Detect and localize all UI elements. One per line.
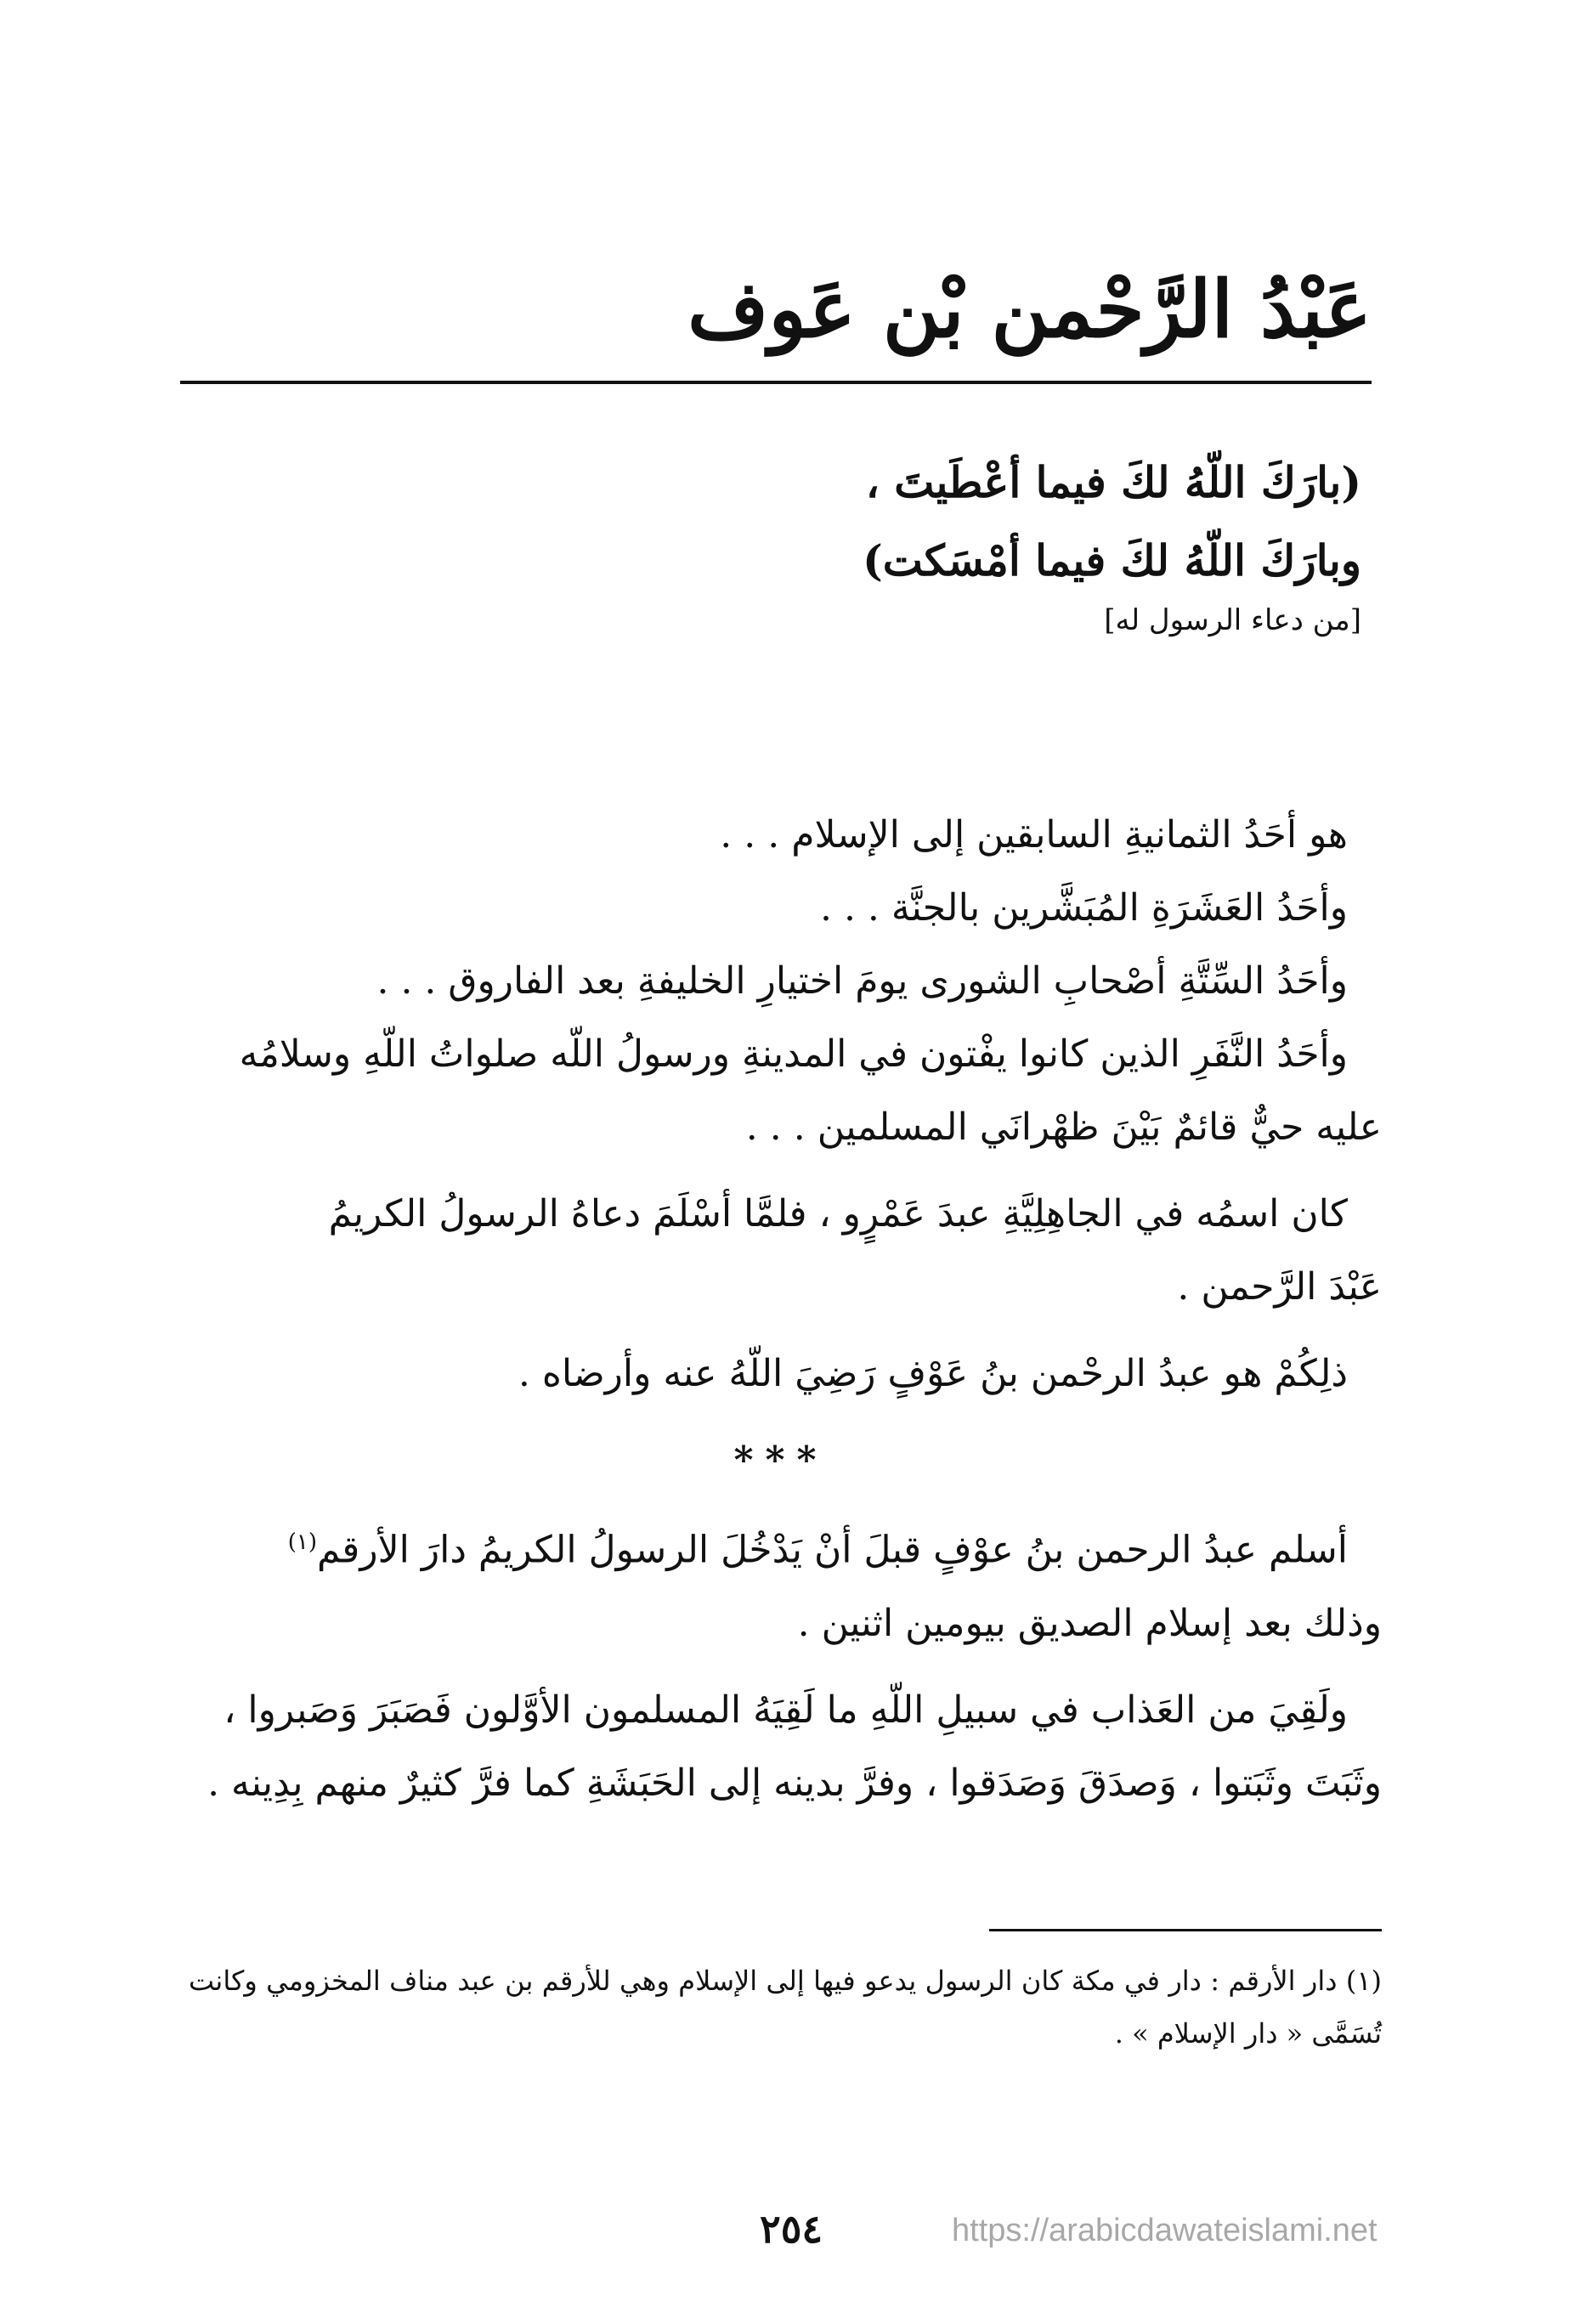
section-separator: *** — [733, 1439, 829, 1482]
paragraph — [180, 1506, 1382, 1660]
text-segment: أسلم عبدُ الرحمن بنُ عوْفٍ قبلَ أنْ يَدْخُلَ الرسولُ الكريمُ دارَ الأرقم — [317, 1528, 1348, 1572]
epigraph-line: (بارَكَ اللّهُ لكَ فيما أعْطَيتَ ، — [865, 457, 1361, 507]
paragraph — [180, 799, 1382, 1164]
text-line — [180, 1506, 1382, 1587]
text-line: ولَقِيَ من العَذاب في سبيلِ اللّهِ ما لَقِيَهُ المسلمون الأوَّلون فَصَبَرَ وَصَبروا ، — [223, 1688, 1348, 1732]
text-line: هو أحَدُ الثمانيةِ السابقين إلى الإسلام . . . — [720, 813, 1348, 857]
title-rule — [180, 381, 1372, 384]
body-text — [180, 799, 1382, 1834]
text-line: وذلك بعد إسلام الصديق بيومين اثنين . — [797, 1601, 1382, 1645]
text-line: وثَبَتَ وثَبَتوا ، وَصدَقَ وَصَدَقوا ، وفرَّ بدينه إلى الحَبَشَةِ كما فرَّ كثيرٌ منهم بِدِينه . — [207, 1761, 1382, 1805]
text-line: وأحَدُ النَّفَرِ الذين كانوا يفْتون في المدينةِ ورسولُ اللّه صلواتُ اللّهِ وسلامُه — [239, 1032, 1348, 1076]
paragraph — [180, 1178, 1382, 1324]
text-line: عليه حيٌّ قائمٌ بَيْنَ ظهْرانَي المسلمين . . . — [745, 1105, 1382, 1149]
paragraph — [180, 1337, 1382, 1411]
text-line: عَبْدَ الرَّحمن . — [1177, 1265, 1382, 1309]
text-line: وأحَدُ السِّتَّةِ أصْحابِ الشورى يومَ اختيارِ الخليفةِ بعد الفاروق . . . — [376, 959, 1348, 1003]
text-line: وأحَدُ العَشَرَةِ المُبَشَّرين بالجنَّة . . . — [819, 886, 1348, 930]
text-line: كان اسمُه في الجاهِلِيَّةِ عبدَ عَمْرٍو ، فلمَّا أسْلَمَ دعاهُ الرسولُ الكريمُ — [328, 1192, 1348, 1236]
footnote-rule — [989, 1929, 1382, 1931]
footnote-reference[interactable]: (١) — [287, 1530, 317, 1555]
epigraph — [863, 444, 1361, 637]
watermark-url[interactable]: https://arabicdawateislami.net — [952, 2213, 1378, 2248]
chapter-title: عَبْدُ الرَّحْمن بْن عَوف — [687, 263, 1372, 355]
paragraph — [180, 1674, 1382, 1820]
epigraph-source: [من دعاء الرسول له] — [1104, 603, 1361, 637]
page-number: ٢٥٤ — [760, 2206, 823, 2252]
epigraph-line: وبارَكَ اللّهُ لكَ فيما أمْسَكت) — [863, 535, 1361, 585]
footnote: (١) دار الأرقم : دار في مكة كان الرسول يدعو فيها إلى الإسلام وهي للأرقم بن عبد مناف المخزومي وكانت تُسَمَّى « دار الإسلام » . — [189, 1965, 1382, 2050]
text-line: ذلِكُمْ هو عبدُ الرحْمن بنُ عَوْفٍ رَضِيَ اللّهُ عنه وأرضاه . — [518, 1352, 1348, 1395]
